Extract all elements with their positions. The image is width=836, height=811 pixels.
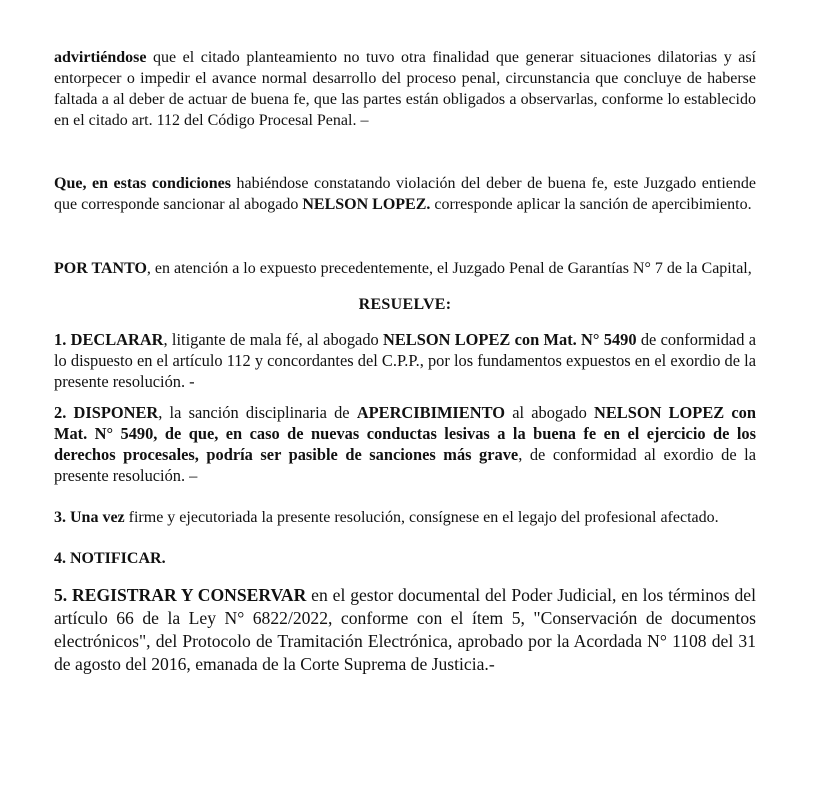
item-text: , de conformidad al exordio de la presente resolución. –	[54, 445, 756, 485]
resolution-item-notify	[54, 548, 756, 569]
item-text: , litigante de mala fé, al abogado	[163, 330, 384, 349]
lawyer-name: NELSON LOPEZ.	[302, 196, 431, 213]
paragraph-bold-lead: Que, en estas condiciones	[54, 175, 232, 192]
item-text: al abogado	[504, 403, 594, 422]
resolution-item-dispose	[54, 402, 756, 486]
paragraph-text: corresponde aplicar la sanción de apercibimiento.	[430, 196, 752, 213]
sanction-type: APERCIBIMIENTO	[356, 403, 505, 422]
item-bold-lead: 4. NOTIFICAR.	[54, 550, 166, 567]
paragraph-text: habiéndose constatando violación del deber de buena fe, este Juzgado entiende que corresponde sancionar al abogado	[54, 175, 756, 213]
paragraph-bold-lead: advirtiéndose	[54, 49, 147, 66]
paragraph-bold-lead: POR TANTO	[54, 260, 147, 277]
paragraph-therefore	[54, 258, 756, 279]
item-bold-lead: 1. DECLARAR	[54, 330, 164, 349]
paragraph-text: que el citado planteamiento no tuvo otra finalidad que generar situaciones dilatorias y así entorpecer o impedir el avance normal desarrollo del proceso penal, circunstancia que concluye de haberse faltada a al deber de actuar de buena fe, que las partes están obligados a observarlas, conforme lo establecido en el citado art. 112 del Código Procesal Penal. –	[54, 49, 756, 129]
resolution-item-once-firm	[54, 507, 756, 528]
document-page	[54, 47, 756, 676]
sanction-clause: NELSON LOPEZ con Mat. N° 5490, de que, en caso de nuevas conductas lesivas a la buena fe en el ejercicio de los derechos procesales, podría ser pasible de sanciones más grave	[54, 403, 756, 464]
paragraph-conditions	[54, 173, 756, 215]
paragraph-text: , en atención a lo expuesto precedentemente, el Juzgado Penal de Garantías N° 7 de la Capital,	[146, 260, 752, 277]
item-text: , la sanción disciplinaria de	[158, 403, 357, 422]
item-bold-lead: 3. Una vez	[54, 509, 125, 526]
resolution-item-register	[54, 584, 756, 676]
item-text: firme y ejecutoriada la presente resolución, consígnese en el legajo del profesional afectado.	[124, 509, 719, 526]
item-text: de conformidad a lo dispuesto en el artículo 112 y concordantes del C.P.P., por los fundamentos expuestos en el exordio de la presente resolución. -	[54, 330, 756, 391]
item-bold-lead: 5. REGISTRAR Y CONSERVAR	[54, 585, 307, 605]
resolution-title: RESUELVE:	[358, 296, 452, 313]
paragraph-bad-faith	[54, 47, 756, 131]
item-text: en el gestor documental del Poder Judicial, en los términos del artículo 66 de la Ley N° 6822/2022, conforme con el ítem 5, "Conservación de documentos electrónicos", del Protocolo de Tramitación Electrónica, aprobado por la Acordada N° 1108 del 31 de agosto del 2016, emanada de la Corte Suprema de Justicia.-	[54, 585, 756, 674]
resolution-item-declare	[54, 329, 756, 392]
item-bold-lead: 2. DISPONER	[54, 403, 159, 422]
lawyer-name: NELSON LOPEZ con Mat. N° 5490	[383, 330, 637, 349]
